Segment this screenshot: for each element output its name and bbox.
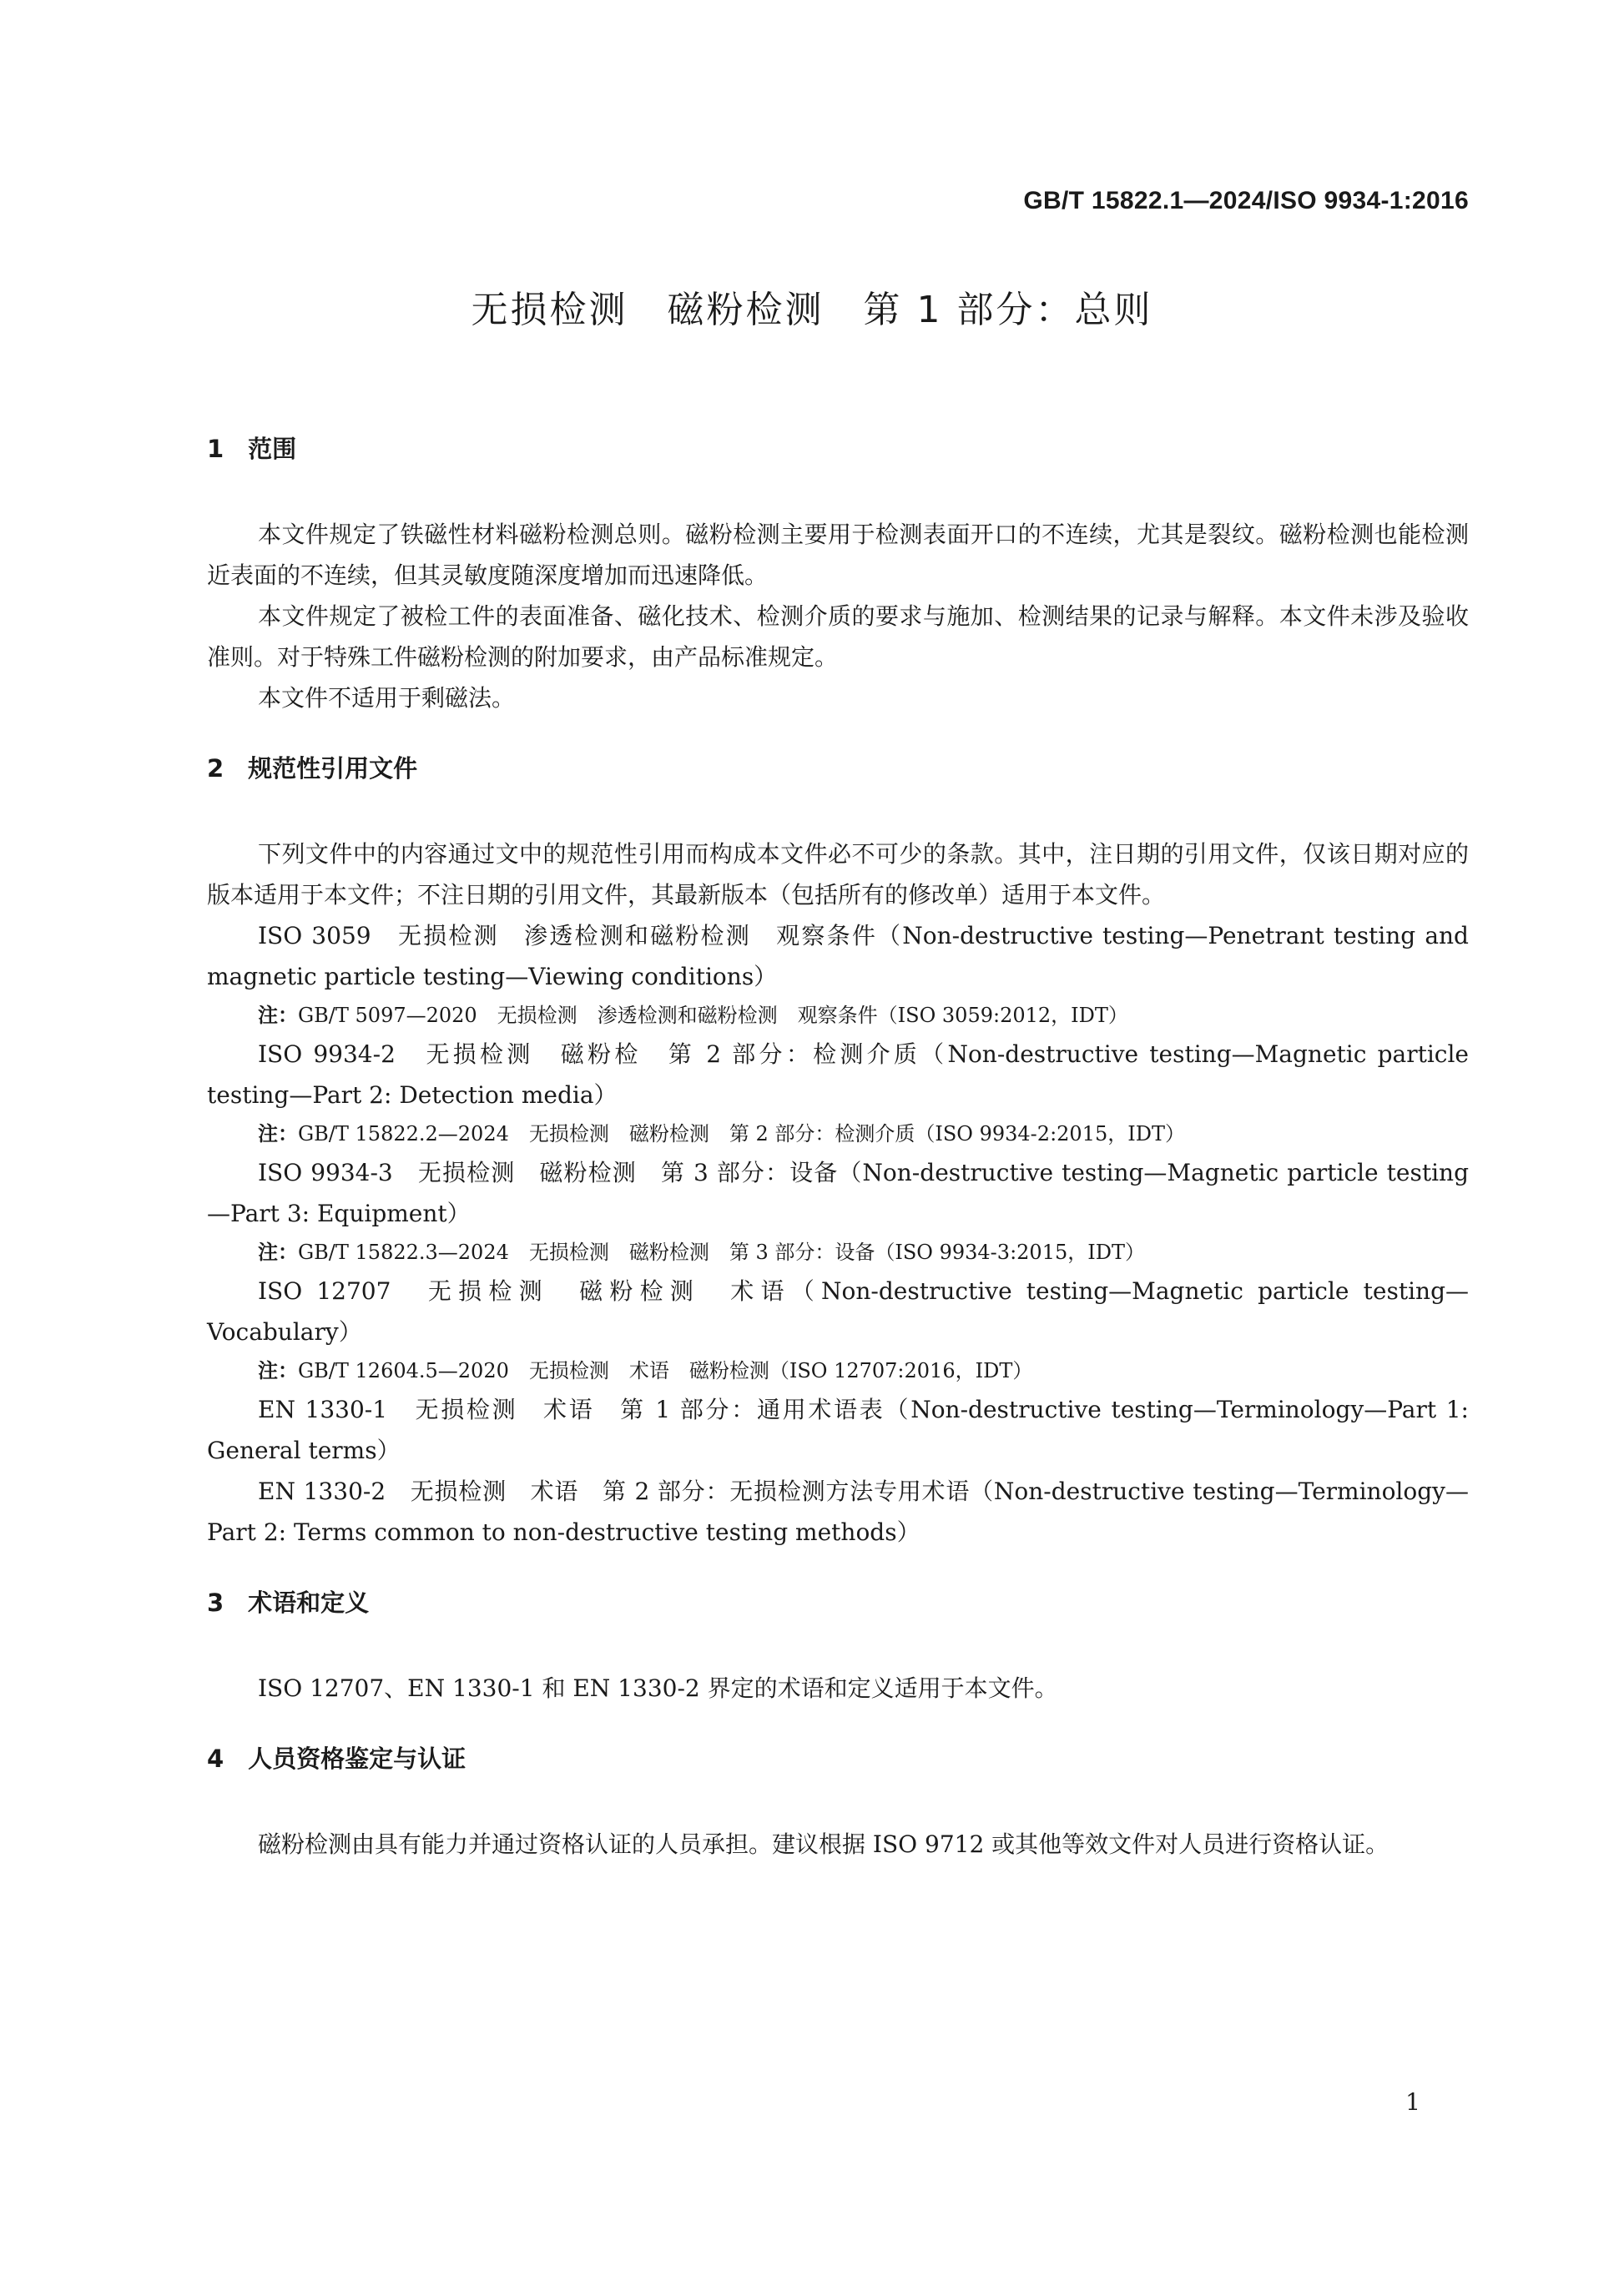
note-label: 注： bbox=[258, 1004, 298, 1027]
body-paragraph: ISO 12707、EN 1330-1 和 EN 1330-2 界定的术语和定义适用于本文件。 bbox=[258, 1674, 1058, 1702]
page-number: 1 bbox=[1405, 2088, 1420, 2116]
reference-note bbox=[207, 1115, 1469, 1152]
reference-entry: EN 1330-2 无损检测 术语 第 2 部分：无损检测方法专用术语（Non-destructive testing—Terminology—Part 2: Terms common to non-destructive testing methods） bbox=[207, 1478, 1469, 1546]
body-paragraph: 磁粉检测由具有能力并通过资格认证的人员承担。建议根据 ISO 9712 或其他等效文件对人员进行资格认证。 bbox=[258, 1830, 1389, 1858]
note-label: 注： bbox=[258, 1122, 298, 1145]
reference-entry: ISO 3059 无损检测 渗透检测和磁粉检测 观察条件（Non-destructive testing—Penetrant testing and magnetic particle testing—Viewing conditions） bbox=[207, 922, 1469, 990]
section-heading-scope: 1 范围 bbox=[207, 435, 297, 463]
note-label: 注： bbox=[258, 1241, 298, 1264]
reference-entry: ISO 9934-3 无损检测 磁粉检测 第 3 部分：设备（Non-destructive testing—Magnetic particle testing—Part 3: Equipment） bbox=[207, 1159, 1469, 1227]
reference-entry: EN 1330-1 无损检测 术语 第 1 部分：通用术语表（Non-destructive testing—Terminology—Part 1: General terms） bbox=[207, 1396, 1469, 1464]
document-title: 无损检测 磁粉检测 第 1 部分：总则 bbox=[471, 289, 1153, 331]
section-heading-personnel-qualification: 4 人员资格鉴定与认证 bbox=[207, 1745, 467, 1773]
reference-entry: ISO 12707 无损检测 磁粉检测 术语（Non-destructive testing—Magnetic particle testing—Vocabulary） bbox=[207, 1277, 1469, 1346]
reference-note bbox=[207, 1234, 1469, 1271]
standard-code: GB/T 15822.1—2024/ISO 9934-1:2016 bbox=[1023, 187, 1469, 214]
body-paragraph: 下列文件中的内容通过文中的规范性引用而构成本文件必不可少的条款。其中，注日期的引用文件，仅该日期对应的版本适用于本文件；不注日期的引用文件，其最新版本（包括所有的修改单）适用于本文件。 bbox=[207, 840, 1469, 909]
body-paragraph: 本文件不适用于剩磁法。 bbox=[258, 684, 516, 712]
reference-entry: ISO 9934-2 无损检测 磁粉检 第 2 部分：检测介质（Non-destructive testing—Magnetic particle testing—Part 2: Detection media） bbox=[207, 1040, 1469, 1109]
body-paragraph: 本文件规定了铁磁性材料磁粉检测总则。磁粉检测主要用于检测表面开口的不连续，尤其是裂纹。磁粉检测也能检测近表面的不连续，但其灵敏度随深度增加而迅速降低。 bbox=[207, 521, 1469, 589]
section-heading-normative-references: 2 规范性引用文件 bbox=[207, 754, 418, 783]
note-text: GB/T 5097—2020 无损检测 渗透检测和磁粉检测 观察条件（ISO 3059:2012，IDT） bbox=[298, 1004, 1128, 1027]
note-label: 注： bbox=[258, 1359, 298, 1382]
body-paragraph: 本文件规定了被检工件的表面准备、磁化技术、检测介质的要求与施加、检测结果的记录与解释。本文件未涉及验收准则。对于特殊工件磁粉检测的附加要求，由产品标准规定。 bbox=[207, 602, 1469, 671]
note-text: GB/T 12604.5—2020 无损检测 术语 磁粉检测（ISO 12707:2016，IDT） bbox=[298, 1359, 1033, 1382]
section-heading-terms-and-definitions: 3 术语和定义 bbox=[207, 1589, 370, 1617]
reference-note bbox=[207, 1352, 1469, 1389]
document-body bbox=[207, 432, 1469, 1865]
note-text: GB/T 15822.3—2024 无损检测 磁粉检测 第 3 部分：设备（ISO 9934-3:2015，IDT） bbox=[298, 1241, 1145, 1264]
note-text: GB/T 15822.2—2024 无损检测 磁粉检测 第 2 部分：检测介质（ISO 9934-2:2015，IDT） bbox=[298, 1122, 1185, 1145]
reference-note bbox=[207, 997, 1469, 1034]
